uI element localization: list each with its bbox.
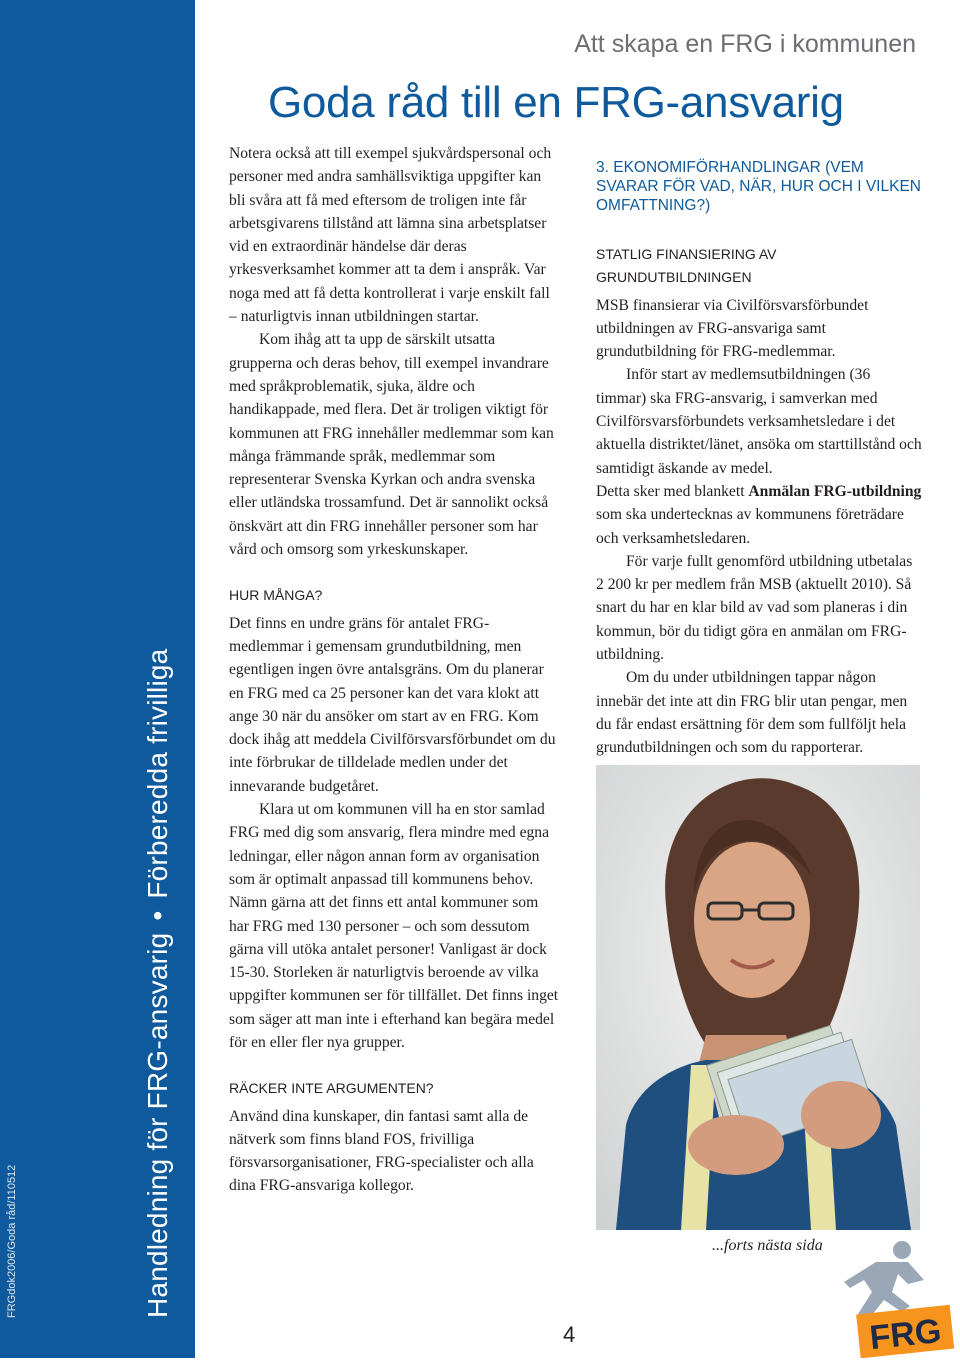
paragraph: Använd dina kunskaper, din fantasi samt alla de nätverk som finns bland FOS, frivilliga försvarsorganisationer, FRG-specialister och alla dina FRG-ansvariga kollegor. [229,1107,534,1195]
page-title: Goda råd till en FRG-ansvarig [268,78,844,127]
heading-racker-inte: RÄCKER INTE ARGUMENTEN? [229,1080,434,1097]
guide-subtitle: Förberedda frivilliga [142,648,173,899]
right-column [596,158,922,760]
sidebar-heading [142,649,174,1318]
continued-note: ...forts nästa sida [712,1237,823,1254]
paragraph: Kom ihåg att ta upp de särskilt utsatta grupperna och deras behov, till exempel invandrare med språkproblematik, sjuka, äldre och handikappade, med flera. Det är troligen viktigt för kommunen att FRG innehåller medlemmar som kan många främmande språk, medlemmar som representerar Svenska Kyrkan och andra svenska eller utländska trossamfund. Det är sannolikt också önskvärt att din FRG innehåller personer som har vård och omsorg som yrkeskunskaper. [229,331,554,559]
doc-reference: FRGdok2006/Goda råd/110512 [6,1164,18,1318]
text-span: som ska undertecknas av kommunens företrädare och verksamhetsledaren. [596,506,904,547]
form-name: Anmälan FRG-utbildning [748,482,922,500]
section-title: Att skapa en FRG i kommunen [574,30,916,58]
bullet-separator: • [142,910,173,921]
paragraph [596,480,922,550]
heading-ekonomi: 3. EKONOMIFÖRHANDLINGAR (VEM SVARAR FÖR VAD, NÄR, HUR OCH I VILKEN OMFATTNING?) [596,159,921,214]
left-column [229,142,559,1198]
sidebar-band [0,0,195,1358]
guide-title: Handledning för FRG-ansvarig [142,932,173,1318]
frg-logo [806,1240,956,1358]
paragraph: För varje fullt genomförd utbildning utbetalas 2 200 kr per medlem från MSB (aktuellt 2010). Så snart du har en klar bild av vad som planeras i din kommun, bör du tidigt göra en anmälan om FRG-utbildning. [596,552,913,664]
heading-statlig-finansiering: STATLIG FINANSIERING AV GRUNDUTBILDNINGEN [596,246,777,286]
heading-hur-manga: HUR MÅNGA? [229,587,323,604]
paragraph: Klara ut om kommunen vill ha en stor samlad FRG med dig som ansvarig, flera mindre med egna ledningar, eller någon annan form av organisation som är optimalt anpassad till kommunens behov. Nämn gärna att det finns ett antal kommuner som har FRG med 130 personer – och som dessutom gärna vill utöka antalet personer! Vanligast är dock 15-30. Storleken är naturligtvis beroende av vilka uppgifter kommunen ser för tillfället. Det finns inget som säger att man inte i efterhand kan begära medel för en eller fler nya grupper. [229,801,559,1051]
paragraph: Notera också att till exempel sjukvårdspersonal och personer med andra samhällsviktiga uppgifter kan bli svåra att få med eftersom de troligen inte får arbetsgivarens tillstånd att lämna sina arbetsplatser vid en extraordinär händelse där deras yrkesverksamhet kommer att ta dem i anspråk. Var noga med att få detta kontrollerat i varje enskilt fall – naturligtvis innan utbildningen startar. [229,145,552,326]
photo-woman-counting-money [596,765,920,1230]
text-span: Detta sker med blankett [596,482,749,500]
paragraph: Det finns en undre gräns för antalet FRG-medlemmar i gemensam grundutbildning, men egentligen ingen övre antalsgräns. Om du planerar en FRG med ca 25 personer kan det vara klokt att ange 30 när du ansöker om start av en FRG. Kom dock ihåg att meddela Civilförsvarsförbundet om du inte förbrukar de tilldelade medlen under det innevarande budgetåret. [229,614,556,795]
paragraph: Om du under utbildningen tappar någon innebär det inte att din FRG blir utan pengar, men du får endast ersättning för dem som fullföljt hela grundutbildningen och som du rapporterar. [596,669,908,757]
page-number: 4 [563,1322,576,1347]
paragraph: Inför start av medlemsutbildningen (36 timmar) ska FRG-ansvarig, i samverkan med Civilförsvarsförbundets verksamhetsledare i det aktuella distriktet/länet, ansöka om starttillstånd och samtidigt äskande av medel. [596,366,922,477]
logo-text: FRG [867,1311,944,1358]
paragraph: MSB finansierar via Civilförsvarsförbundet utbildningen av FRG-ansvariga samt grundutbildning för FRG-medlemmar. [596,296,869,361]
